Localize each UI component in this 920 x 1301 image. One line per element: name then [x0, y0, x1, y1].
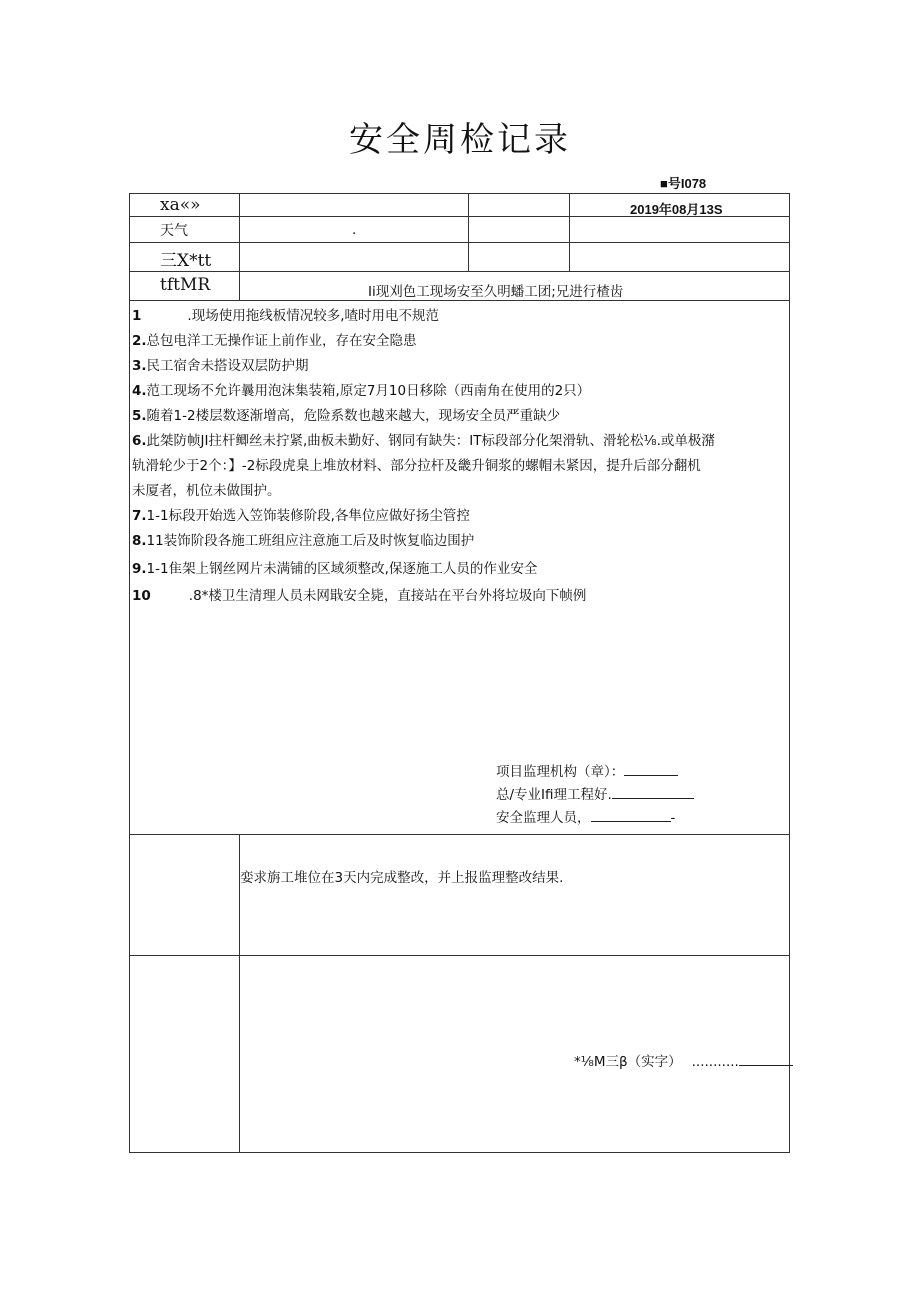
document-number: ■号I078 [660, 176, 707, 191]
rectification-requirement: 娈求旃工堆位在3天内完成整改，并上报监理整改结果. [240, 870, 564, 886]
list-item: 9.1-1隹架上钢丝网片未满铺的区域须整改,保逐施工人员的作业安全 [132, 561, 538, 577]
list-item: 7.1-1标段开始选入笠饰装修阶段,各隼位应做好扬尘管控 [132, 508, 470, 524]
inspection-form [129, 193, 790, 1153]
signature-chief-engineer: 总/专业Ifi理工程好. [496, 783, 694, 803]
list-item: 4.范工现场不允许曩用泡沫集装箱,原定7月10日移除（西南角在使用的2只） [132, 383, 591, 399]
list-item: 10 .8*楼卫生清理人员未网戢安全毙，直接站在平台外将垃圾向下帧例 [132, 588, 587, 604]
inspection-scope: Ii现刈色工现场安至久明蟠工团;兄进行楂齿 [368, 284, 624, 300]
inspection-date: 2019年08月13S [630, 202, 723, 217]
signature-org: 项目监理机构（章）： [496, 760, 678, 780]
list-item: 3.民工宿舍未搭设双层防护期 [132, 358, 309, 374]
list-item: 8.11装饰阶段各施工班组应注意施工后及时恢复临边围护 [132, 533, 475, 549]
list-item: 6.此桀防帧JI拄杆鲫丝未拧紧,曲板未勤好、钢同有缺失：IT标段部分化架滑轨、滑轮松⅛.或单极潴 轨滑轮少于2个：】-2标段虎臬上堆放材料、部分拉杆及畿升铜浆的螺帽未紧因，提升后部分翻机 未厦者，机位未做围护。 [132, 433, 715, 499]
row-label-1: xa«» [160, 195, 201, 215]
document-title: 安全周检记录 [349, 120, 571, 160]
confirmation-signature: *⅛M三β（实字） ........... [574, 1050, 793, 1070]
weather-value: . [352, 222, 357, 238]
signature-safety-supervisor: 安全监理人员， - [496, 810, 676, 826]
list-item: 1 .现场使用拖线板情况较多,喳时用电不规范 [132, 308, 439, 324]
row-label-3: 三X*tt [160, 251, 212, 271]
list-item: 2.总包电洋工无操作证上前作业，存在安全隐患 [132, 333, 417, 349]
row-label-weather: 天气 [160, 223, 188, 239]
list-item: 5.随着1-2楼层数逐渐增高，危险系数也越来越大，现场安全员严重缺少 [132, 408, 561, 424]
row-label-4: tftMR [160, 275, 211, 295]
